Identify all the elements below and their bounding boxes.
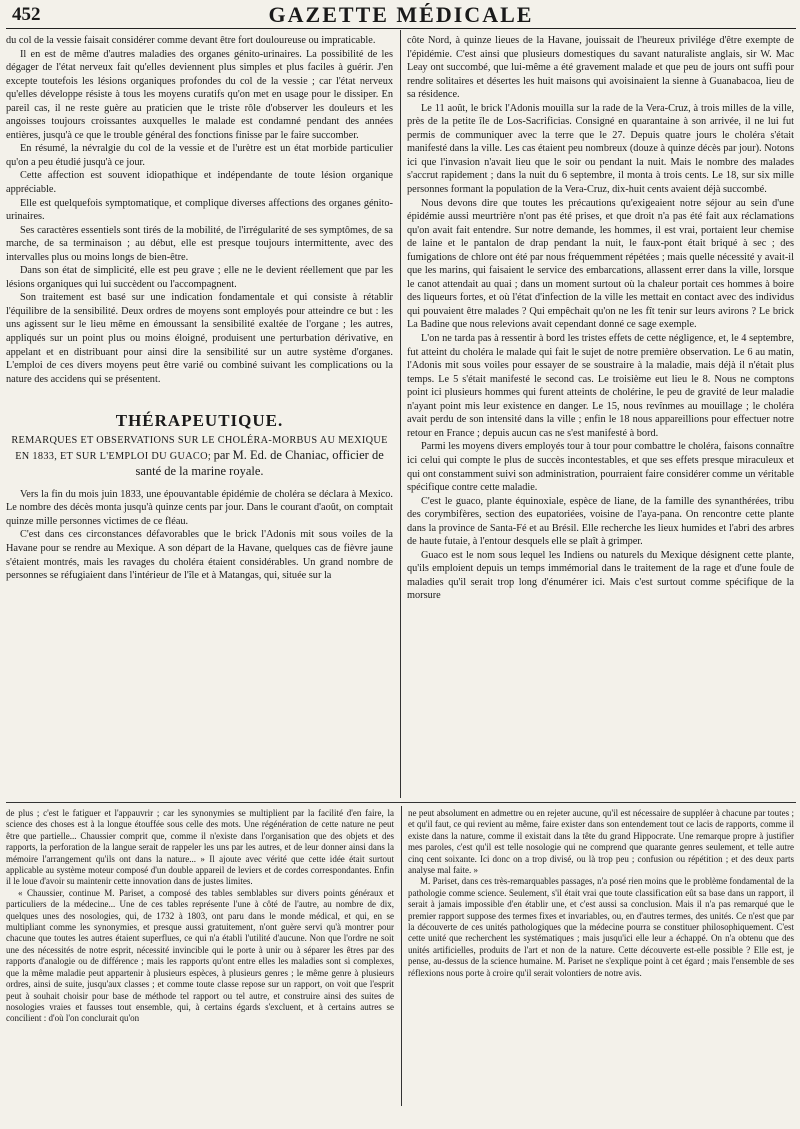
footnote-rule	[6, 802, 796, 803]
paragraph: Le 11 août, le brick l'Adonis mouilla sur la rade de la Vera-Cruz, à trois milles de la ville, près de la petite île de Los-Sacrificias. Consigné en quarantaine à son arrivée, il ne lui fut permis de communiquer avec la terre que le 27. Depuis quatre jours le choléra s'était manifesté dans la ville. Les cas étaient peu nombreux (douze à quinze décès par jour). Notons ici que l'invasion n'avait lieu que le soir ou pendant la nuit. Mais le nombre des malades s'accrut rapidement ; dans la nuit du 6 septembre, il monta à trois cents. Le 18, sur six mille personnes formant la population de la Vera-Cruz, dix-huit cents avaient déjà succombé.	[407, 102, 794, 196]
right-column	[407, 34, 794, 802]
paragraph: Cette affection est souvent idiopathique et indépendante de toute lésion organique appréciable.	[6, 170, 393, 196]
paragraph: C'est le guaco, plante équinoxiale, espèce de liane, de la famille des synanthérées, tribu des corymbifères, section des eupatoriées, voisine de l'aya-pana. On rencontre cette plante dans la province de Santa-Fé et au Brésil. Elle recherche les lieux humides et l'abri des arbres de haute futaie, à l'entour desquels elle se plaît à grimper.	[407, 495, 794, 548]
paragraph: En résumé, la névralgie du col de la vessie et de l'urètre est un état morbide particulier qu'on a peu étudié jusqu'à ce jour.	[6, 143, 393, 168]
paragraph: Son traitement est basé sur une indication fondamentale et qui consiste à rétablir l'équilibre de la sensibilité. Deux ordres de moyens sont employés pour atteindre ce but : les uns agissent sur le lieu même en émoussant la sensibilité exaltée de l'organe ; les autres, appliqués sur un point plus ou moins éloigné, produisent une perturbation dérivative, en appelant et en distribuant pour ainsi dire la sensibilité sur un autre système d'organes. L'emploi de ces divers moyens peut être varié ou combiné suivant les complications ou la nature des accidens qui se présentent.	[6, 292, 393, 385]
paragraph: Il en est de même d'autres maladies des organes génito-urinaires. La possibilité de les dégager de l'état nerveux fait qu'elles deviennent plus simples et plus faciles à guérir. J'en excepte toutefois les lésions organiques profondes du col de la vessie ; car l'état nerveux qu'elles développe résiste à tous les moyens curatifs qu'on met en usage pour le dissiper. En pareil cas, il ne reste guère au praticien que le triste rôle d'observer les douleurs et les angoisses toujours croissantes auxquelles le malade est condamné pendant des années entières, jusqu'à ce que le trouble général des fonctions finisse par le faire succomber.	[6, 48, 393, 141]
left-column	[6, 34, 393, 802]
paragraph: Ses caractères essentiels sont tirés de la mobilité, de l'irrégularité de ses symptômes, de sa marche, de sa terminaison ; au début, elle est presque toujours intermittente, avec des intervalles plus ou moins longs de bien-être.	[6, 224, 393, 263]
subhead-author: par M. Ed. de Chaniac, officier de santé de la marine royale.	[135, 447, 384, 478]
paragraph: Elle est quelquefois symptomatique, et complique diverses affections des organes génito-urinaires.	[6, 197, 393, 223]
paragraph: Parmi les moyens divers employés tour à tour pour combattre le choléra, faisons connaître ici celui qui compte le plus de succès incontestables, et que ses effets presque miraculeux et qui ont constamment suivi son administration, pourraient faire considérer comme un véritable spécifique contre cette maladie.	[407, 441, 794, 494]
footnote-paragraph: de plus ; c'est le fatiguer et l'appauvrir ; car les synonymies se multiplient par la facilité d'en faire, la science des choses est à la longue étouffée sous celle des mots. Une régénération de cette nature ne peut être que partielle... Chaussier comprit que, comme il n'existe dans l'organisation que des objets et des rapports, la perforation de la langue serait de rappeler les uns par les autres, et de leur donner ainsi dans la mémoire l'arrangement qu'ils ont dans la nature... » Il ajoute avec vérité que cette idée était surtout applicable au système moteur composé d'un double appareil de leviers et de cordes correspondantes. Enfin il le loue d'avoir su maintenir cette innovation dans de justes limites.	[6, 808, 394, 887]
page-header	[6, 0, 796, 29]
footnote-left	[6, 808, 394, 1108]
footnote-paragraph: M. Pariset, dans ces très-remarquables passages, n'a posé rien moins que le problème fondamental de la pathologie comme science. Seulement, s'il était vrai que toute classification eût sa base dans un rapport, il serait à jamais impossible d'en établir une, et c'est aussi sa conclusion. Mais il n'a pas remarqué que le premier rapport suppose des termes fixes et invariables, ou, en d'autres termes, des unités. Ce n'est que par la découverte de ces unités pathologiques que la médecine pourra se constituer philosophiquement. C'est cette unité que recherchent les systématiques ; mais jusqu'ici elle leur a échappé. On n'a obtenu que des unités artificielles, produits de l'art et non de la nature. Cette découverte est-elle possible ? Elle est, je pense, au-dessus de la science humaine. M. Pariset ne s'explique point à cet égard ; mais l'ensemble de ses réflexions nous porte à croire qu'il serait volontiers de notre avis.	[408, 876, 794, 978]
footnote-paragraph: « Chaussier, continue M. Pariset, a composé des tables semblables sur divers points généraux et particuliers de la médecine... Une de ces tables représente l'une à côté de l'autre, au nombre de dix, quelques unes des nosologies, qui, de 1732 à 1803, ont paru dans le monde médical, et qui, en se multipliant comme les synonymies, et presque aussi gratuitement, n'ont guère servi qu'à montrer pour chacune que toutes les autres étaient superflues, ce qui n'a établi l'utilité d'aucune. Non que l'ordre ne soit une des nécessités de notre esprit, nécessité invincible qui le porte à unir ou à séparer les êtres par des rapports d'analogie ou de différence ; mais les rapports qu'ont entre elles les maladies sont si complexes, que la même maladie peut appartenir à plusieurs espèces, à plusieurs genres ; le même genre à plusieurs ordres, ainsi de suite, jusqu'aux classes ; et comme toute classe repose sur un rapport, on voit que l'esprit peut à souhait choisir pour base de méthode tel rapport ou tel autre, et construire ainsi des suites de nosologies vraies et fausses tout ensemble, qui, à certains égards s'excluent, et à certains autres se concilient : d'où l'on conclurait qu'on	[6, 887, 394, 1024]
page-number: 452	[12, 4, 41, 25]
paragraph: du col de la vessie faisait considérer comme devant être fort douloureuse ou impraticable.	[6, 35, 376, 46]
footnote-column-divider	[401, 806, 402, 1106]
running-title: GAZETTE MÉDICALE	[268, 2, 534, 27]
subhead-caps: REMARQUES ET OBSERVATIONS SUR LE CHOLÉRA-MORBUS AU MEXIQUE EN 1833, ET SUR L'EMPLOI DU GUACO;	[11, 434, 388, 462]
paragraph: Nous devons dire que toutes les précautions qu'exigeaient notre séjour au sein d'une épidémie aussi meurtrière n'ont pas été prises, et que droit n'a pas été fait aux réclamations qu'on avait fait entendre. Sur notre demande, les hommes, il est vrai, portaient leur chemise de laine et le pantalon de drap pendant la nuit, le faux-pont était briqué à sec ; des fumigations de chlore ont été par nous fréquemment répétées ; mais quelle nécessité y avait-il que les marins, qui faisaient le service des embarcations, allassent errer dans la ville, lorsque le canot attendait au quai ; dans un moment surtout où la chaleur portait ces hommes à boire des liqueurs fortes, et où l'état d'infection de la ville les mettait en contact avec des individus qui pouvaient être malades ? Qui empêchait qu'on ne les fît tenir sur leurs avirons ? Le brick La Badine que nous relevions avait cependant donné ce sage exemple.	[407, 197, 794, 331]
footnote-paragraph: ne peut absolument en admettre ou en rejeter aucune, qu'il est nécessaire de suppléer à chacune par toutes ; et qu'il faut, ce qui revient au même, faire exister dans son entendement tout ce lacis de rapports, comme il existe dans la nature, comme il existait dans la tête du grand Hippocrate. Une remarque propre à justifier mes paroles, c'est qu'il est telle nosologie qui ne comprend que quarante genres seulement, et telle autre cinq cent soixante. Ici donc on a trop divisé, ou là trop peu ; confusion ou répétition ; et des deux parts analyse mal faite. »	[408, 808, 794, 876]
article-subhead	[6, 434, 393, 480]
paragraph: Guaco est le nom sous lequel les Indiens ou naturels du Mexique désignent cette plante, qu'ils emploient depuis un temps immémorial dans le traitement de la rage et d'une foule de maladies qu'il serait trop long d'énumérer ici. Mais c'est surtout comme spécifique de la morsure	[407, 549, 794, 602]
paragraph: Dans son état de simplicité, elle est peu grave ; elle ne le devient réellement que par les lésions organiques qui lui succèdent ou l'accompagnent.	[6, 265, 393, 290]
paragraph: C'est dans ces circonstances défavorables que le brick l'Adonis mit sous voiles de la Havane pour se rendre au Mexique. A son départ de la Havane, quelques cas de fièvre jaune s'étaient montrés, mais les ravages du choléra étaient considérables. Un grand nombre de personnes se réfugiaient dans l'intérieur de l'île et à Matangas, qui, située sur la	[6, 529, 393, 582]
paragraph: Vers la fin du mois juin 1833, une épouvantable épidémie de choléra se déclara à Mexico. Le nombre des décès monta jusqu'à quinze cents par jour. Dans le courant d'août, on comptait quinze mille personnes victimes de ce fléau.	[6, 488, 393, 527]
section-title: THÉRAPEUTIQUE.	[115, 411, 284, 431]
footnote-right	[408, 808, 794, 1108]
column-divider	[400, 30, 401, 798]
paragraph: côte Nord, à quinze lieues de la Havane, jouissait de l'heureux privilége d'être exempte de l'épidémie. C'est ainsi que plusieurs domestiques du savant naturaliste anglais, sir W. Mac Leay ont succombé, que lui-même a été gravement malade et que peu de jours ont suffi pour rendre solitaires et désertes les huit maisons qui avoisinaient la sienne à Guanabacoa, lieu de sa résidence.	[407, 35, 794, 101]
paragraph: L'on ne tarda pas à ressentir à bord les tristes effets de cette négligence, et, le 4 septembre, fut atteint du choléra le malade qui fait le sujet de notre première observation. Le 6 au matin, l'Adonis mit sous voiles pour essayer de se soustraire à la maladie, mais déjà il n'était plus temps. Le 5 s'était manifesté le second cas. Le troisième eut lieu le 8. Nous ne comptons point ici plusieurs hommes qui furent atteints de cholérine, le peu de gravité de leur maladie n'ayant point mis leur existence en danger. Le 15, nous revînmes au mouillage ; le choléra avait perdu de son intensité dans la ville ; enfin le 18 nous appareillions pour effectuer notre retour en France ; depuis aucun cas ne s'est manifesté à bord.	[407, 333, 794, 439]
